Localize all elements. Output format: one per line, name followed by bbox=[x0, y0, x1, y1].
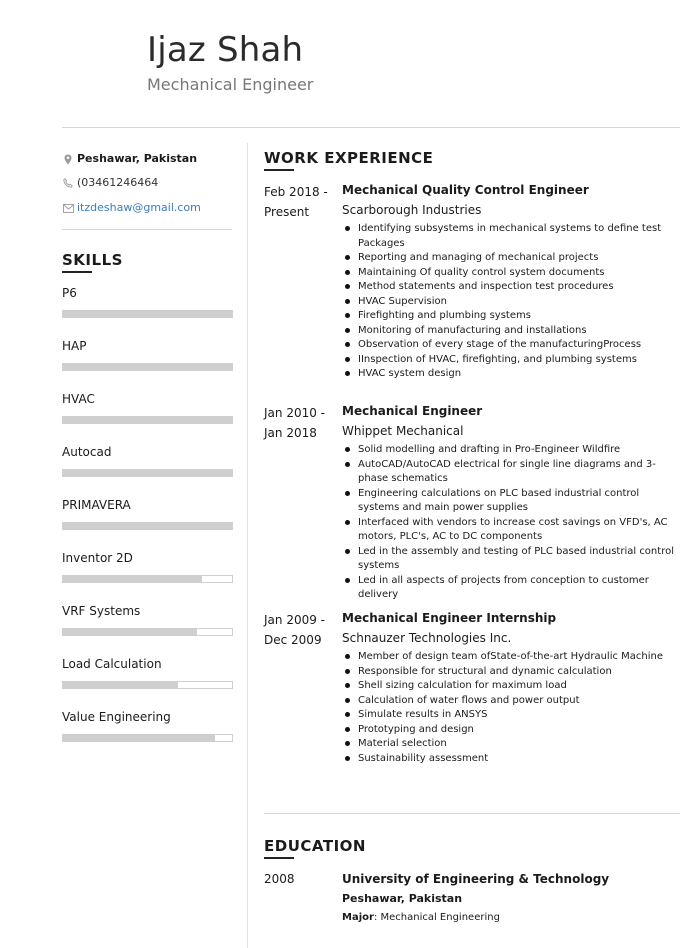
job-company: Scarborough Industries bbox=[342, 203, 482, 217]
skill-level-bar bbox=[62, 363, 233, 371]
skill-level-bar bbox=[62, 469, 233, 477]
job-dates bbox=[264, 610, 336, 650]
job-bullet: Engineering calculations on PLC based industrial control systems and main power supplies bbox=[342, 487, 680, 516]
skill-level-bar bbox=[62, 416, 233, 424]
job-bullet: Method statements and inspection test procedures bbox=[342, 280, 680, 295]
skill-item bbox=[62, 339, 233, 353]
job-bullet: Interfaced with vendors to increase cost savings on VFD's, AC motors, PLC's, AC to DC components bbox=[342, 516, 680, 545]
job-bullet: Responsible for structural and dynamic calculation bbox=[342, 665, 680, 680]
job-role: Mechanical Quality Control Engineer bbox=[342, 183, 589, 197]
header-divider bbox=[62, 127, 680, 128]
job-bullet: Material selection bbox=[342, 737, 680, 752]
job-dates bbox=[264, 403, 336, 443]
education-school: University of Engineering & Technology bbox=[342, 872, 610, 886]
education-date: 2008 bbox=[264, 872, 295, 886]
education-heading-underline bbox=[264, 857, 294, 859]
job-company: Schnauzer Technologies Inc. bbox=[342, 631, 512, 645]
skill-label: Autocad bbox=[62, 445, 112, 459]
candidate-title: Mechanical Engineer bbox=[147, 75, 314, 94]
work-heading: WORK EXPERIENCE bbox=[264, 149, 434, 167]
candidate-name: Ijaz Shah bbox=[147, 30, 304, 70]
job-bullet: AutoCAD/AutoCAD electrical for single line diagrams and 3-phase schematics bbox=[342, 458, 680, 487]
job-bullet: HVAC system design bbox=[342, 367, 680, 382]
skill-level-bar bbox=[62, 628, 233, 636]
skill-level-bar bbox=[62, 522, 233, 530]
skill-label: HAP bbox=[62, 339, 87, 353]
job-date-end: Present bbox=[264, 205, 310, 219]
skill-label: Inventor 2D bbox=[62, 551, 133, 565]
skill-label: P6 bbox=[62, 286, 77, 300]
job-bullets bbox=[342, 443, 680, 603]
education-major-label: Major bbox=[342, 912, 374, 923]
skills-heading: SKILLS bbox=[62, 251, 123, 269]
skill-level-fill bbox=[63, 576, 202, 582]
job-role: Mechanical Engineer Internship bbox=[342, 611, 557, 625]
phone-icon bbox=[62, 177, 74, 189]
skill-item bbox=[62, 710, 233, 724]
job-bullet: Solid modelling and drafting in Pro-Engineer Wildfire bbox=[342, 443, 680, 458]
skill-level-bar bbox=[62, 310, 233, 318]
job-date-start: Jan 2009 - bbox=[264, 613, 325, 627]
job-bullet: Prototyping and design bbox=[342, 723, 680, 738]
education-divider bbox=[264, 813, 680, 814]
contact-phone-text: (03461246464 bbox=[77, 176, 159, 189]
skill-item bbox=[62, 604, 233, 618]
job-bullet: Observation of every stage of the manufacturingProcess bbox=[342, 338, 680, 353]
skill-level-fill bbox=[63, 682, 178, 688]
job-company: Whippet Mechanical bbox=[342, 424, 464, 438]
skill-level-fill bbox=[63, 364, 232, 370]
skill-item bbox=[62, 498, 233, 512]
skill-level-fill bbox=[63, 629, 197, 635]
job-bullet: Simulate results in ANSYS bbox=[342, 708, 680, 723]
skill-item bbox=[62, 445, 233, 459]
contact-location bbox=[62, 152, 197, 166]
job-date-end: Dec 2009 bbox=[264, 633, 322, 647]
skill-item bbox=[62, 551, 233, 565]
job-bullet: Led in the assembly and testing of PLC based industrial control systems bbox=[342, 545, 680, 574]
contact-divider bbox=[62, 229, 232, 230]
contact-email-link[interactable]: itzdeshaw@gmail.com bbox=[77, 201, 201, 214]
job-bullet: Monitoring of manufacturing and installations bbox=[342, 324, 680, 339]
education-major bbox=[342, 911, 500, 925]
skill-level-fill bbox=[63, 523, 232, 529]
job-bullets bbox=[342, 650, 680, 766]
skill-level-fill bbox=[63, 735, 215, 741]
skill-item bbox=[62, 286, 233, 300]
education-major-value: : Mechanical Engineering bbox=[373, 912, 500, 923]
job-bullet: IInspection of HVAC, firefighting, and plumbing systems bbox=[342, 353, 680, 368]
envelope-icon bbox=[62, 202, 74, 214]
job-bullet: HVAC Supervision bbox=[342, 295, 680, 310]
job-bullet: Reporting and managing of mechanical projects bbox=[342, 251, 680, 266]
skill-label: HVAC bbox=[62, 392, 95, 406]
skill-level-fill bbox=[63, 311, 232, 317]
skill-level-fill bbox=[63, 417, 232, 423]
skill-level-bar bbox=[62, 681, 233, 689]
skill-level-fill bbox=[63, 470, 232, 476]
job-bullet: Maintaining Of quality control system documents bbox=[342, 266, 680, 281]
contact-email[interactable] bbox=[62, 201, 201, 215]
job-role: Mechanical Engineer bbox=[342, 404, 483, 418]
skill-label: VRF Systems bbox=[62, 604, 141, 618]
job-bullet: Member of design team ofState-of-the-art Hydraulic Machine bbox=[342, 650, 680, 665]
skill-level-bar bbox=[62, 734, 233, 742]
skill-label: Value Engineering bbox=[62, 710, 171, 724]
job-bullet: Calculation of water flows and power output bbox=[342, 694, 680, 709]
job-date-start: Feb 2018 - bbox=[264, 185, 328, 199]
skill-item bbox=[62, 392, 233, 406]
job-bullets bbox=[342, 222, 680, 382]
job-bullet: Sustainability assessment bbox=[342, 752, 680, 767]
job-bullet: Identifying subsystems in mechanical systems to define test Packages bbox=[342, 222, 680, 251]
skill-level-bar bbox=[62, 575, 233, 583]
skills-heading-underline bbox=[62, 271, 92, 273]
skill-label: Load Calculation bbox=[62, 657, 162, 671]
job-bullet: Led in all aspects of projects from conception to customer delivery bbox=[342, 574, 680, 603]
education-location: Peshawar, Pakistan bbox=[342, 892, 463, 905]
job-date-end: Jan 2018 bbox=[264, 426, 317, 440]
work-heading-underline bbox=[264, 169, 294, 171]
job-bullet: Firefighting and plumbing systems bbox=[342, 309, 680, 324]
skill-label: PRIMAVERA bbox=[62, 498, 131, 512]
job-dates bbox=[264, 182, 336, 222]
job-date-start: Jan 2010 - bbox=[264, 406, 325, 420]
contact-location-text: Peshawar, Pakistan bbox=[77, 152, 198, 165]
job-bullet: Shell sizing calculation for maximum load bbox=[342, 679, 680, 694]
contact-phone bbox=[62, 176, 158, 190]
column-divider bbox=[247, 143, 248, 948]
map-pin-icon bbox=[62, 153, 74, 165]
skill-item bbox=[62, 657, 233, 671]
education-heading: EDUCATION bbox=[264, 837, 366, 855]
